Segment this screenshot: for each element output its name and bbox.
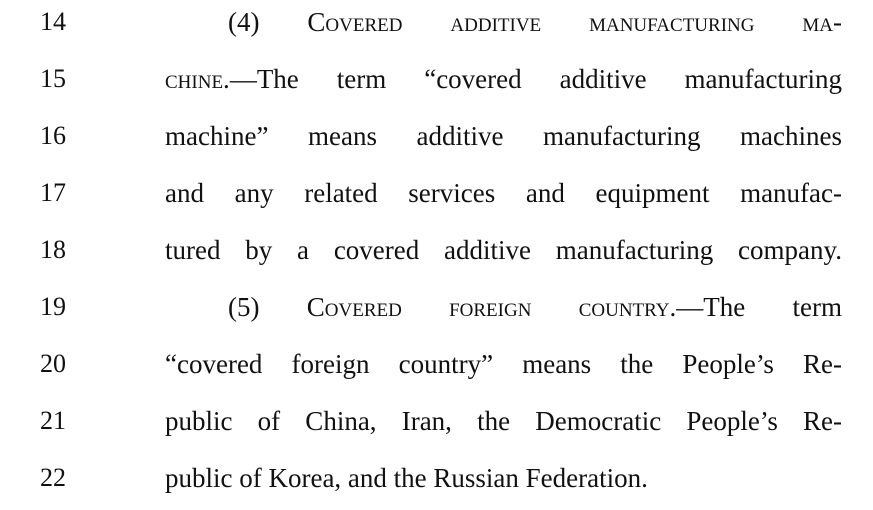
- line-number: 18: [40, 235, 66, 264]
- line-text: public of China, Iran, the Democratic People’s Re-: [165, 406, 842, 436]
- line-number: 20: [40, 349, 66, 378]
- line-number: 22: [40, 463, 66, 492]
- term-heading: chine.: [165, 64, 230, 94]
- text-line-22: [0, 458, 873, 498]
- line-number: 16: [40, 121, 66, 150]
- line-text: (5) Covered foreign country.—The term: [228, 292, 842, 322]
- text-line-18: [0, 230, 873, 270]
- text-line-20: [0, 344, 873, 384]
- line-number: 15: [40, 64, 66, 93]
- line-number: 17: [40, 178, 66, 207]
- term-heading: Covered additive manufacturing ma-: [307, 7, 842, 37]
- line-text: machine” means additive manufacturing machines: [165, 121, 842, 151]
- line-number: 19: [40, 292, 66, 321]
- text-line-16: [0, 116, 873, 156]
- text-line-17: [0, 173, 873, 213]
- line-text: “covered foreign country” means the People’s Re-: [165, 349, 842, 379]
- line-number: 21: [40, 406, 66, 435]
- line-text: chine.—The term “covered additive manufacturing: [165, 64, 842, 94]
- line-text: and any related services and equipment manufac-: [165, 178, 842, 208]
- text-line-15: [0, 59, 873, 99]
- term-heading: Covered foreign country.: [306, 292, 677, 322]
- line-number: 14: [40, 7, 66, 36]
- text-line-19: [0, 287, 873, 327]
- line-text: (4) Covered additive manufacturing ma-: [228, 7, 842, 37]
- text-line-21: [0, 401, 873, 441]
- text-line-14: [0, 2, 873, 42]
- line-text: public of Korea, and the Russian Federation.: [165, 463, 648, 493]
- line-text: tured by a covered additive manufacturing company.: [165, 235, 842, 265]
